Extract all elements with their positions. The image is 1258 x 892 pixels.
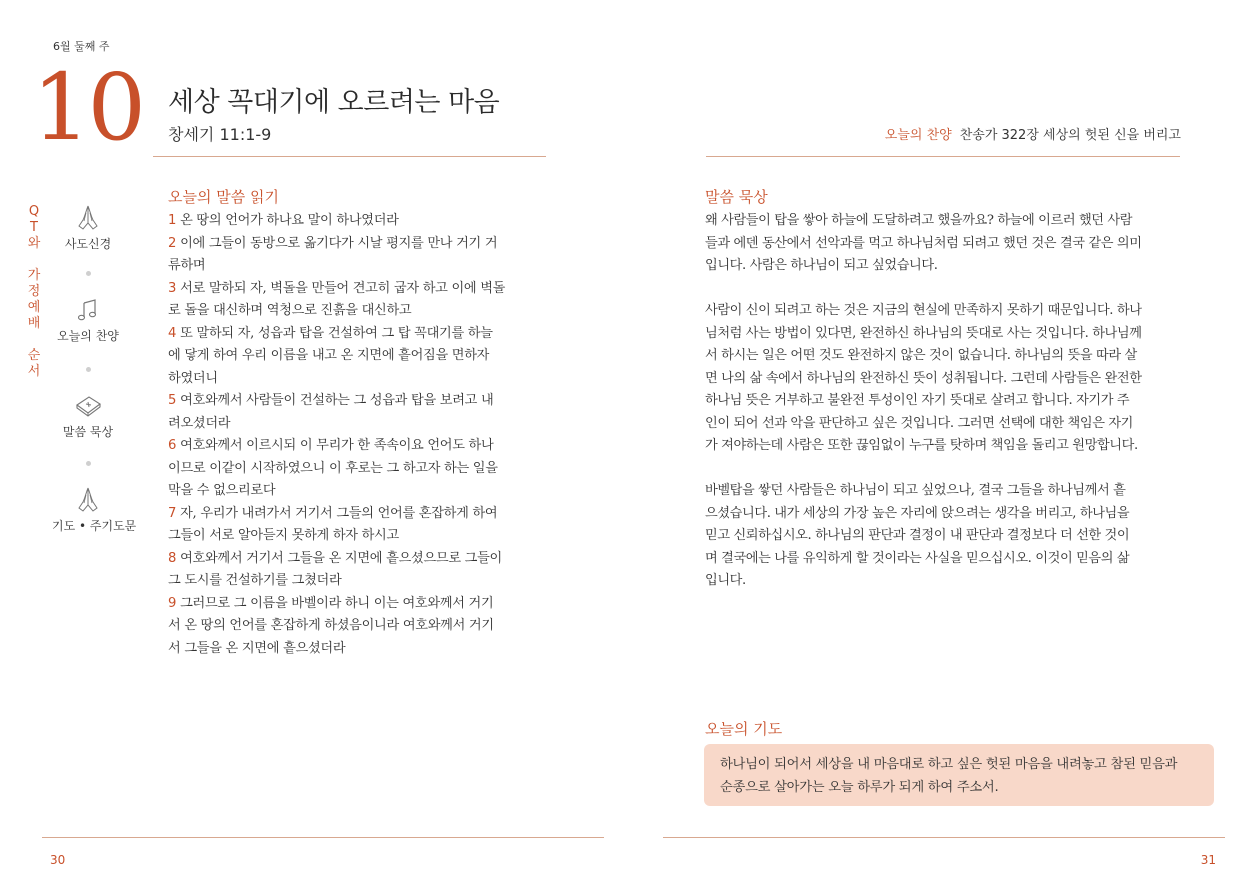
verse-line: 서로 말하되 자, 벽돌을 만들어 견고히 굽자 하고 이에 벽돌 <box>180 280 506 296</box>
verse-line: 그 도시를 건설하기를 그쳤더라 <box>168 573 342 588</box>
vertical-char: T <box>30 220 38 235</box>
verse-line: 로 돌을 대신하며 역청으로 진흙을 대신하고 <box>168 303 412 318</box>
meditation-line: 입니다. <box>705 573 746 588</box>
meditation-line: 바벨탑을 쌓던 사람들은 하나님이 되고 싶었으나, 결국 그들을 하나님께서 흩 <box>705 483 1126 498</box>
meditation-line: 인이 되어 선과 악을 판단하고 싶은 것입니다. 그러면 선택에 대한 책임은 자기 <box>705 415 1134 431</box>
header-divider-right <box>706 156 1180 157</box>
hymn-text: 찬송가 322장 세상의 헛된 신을 버리고 <box>959 128 1181 143</box>
scripture-reference: 창세기 11:1-9 <box>168 125 272 144</box>
prayer-line: 하나님이 되어서 세상을 내 마음대로 하고 싶은 헛된 마음을 내려놓고 참된 믿음과 <box>720 757 1178 772</box>
order-item-creed <box>52 203 124 252</box>
verse-line: 여호와께서 거기서 그들을 온 지면에 흩으셨으므로 그들이 <box>180 550 502 566</box>
vertical-section-title <box>27 204 41 380</box>
verse <box>168 548 548 593</box>
order-item-hymn <box>52 295 124 344</box>
meditation-line: 입니다. 사람은 하나님이 되고 싶었습니다. <box>705 258 938 273</box>
verse-line: 그들이 서로 알아듣지 못하게 하자 하시고 <box>168 528 399 543</box>
music-note-icon <box>73 295 103 325</box>
meditation-line: 며 결국에는 나를 유익하게 할 것이라는 사실을 믿으십시오. 이것이 믿음의 삶 <box>705 550 1130 566</box>
verse-number: 5 <box>168 393 177 408</box>
verse-line: 그러므로 그 이름을 바벨이라 하니 이는 여호와께서 거기 <box>180 595 494 611</box>
order-label: 오늘의 찬양 <box>57 329 119 343</box>
page-title: 세상 꼭대기에 오르려는 마음 <box>168 87 500 118</box>
verse <box>168 278 548 323</box>
meditation-line: 들과 에덴 동산에서 선악과를 먹고 하나님처럼 되려고 했던 것은 결국 같은 의미 <box>705 235 1142 251</box>
vertical-char: 와 <box>27 236 41 251</box>
vertical-char: 서 <box>27 364 41 379</box>
meditation-line: 사람이 신이 되려고 하는 것은 지금의 현실에 만족하지 못하기 때문입니다. 하나 <box>705 303 1142 318</box>
meditation-line: 하나님 뜻은 거부하고 불완전 투성이인 자기 뜻대로 살려고 합니다. 자기가 주 <box>705 393 1130 408</box>
praying-hands-icon <box>73 203 103 233</box>
vertical-char: Q <box>28 204 40 219</box>
vertical-char <box>27 252 41 268</box>
scripture-heading: 오늘의 말씀 읽기 <box>168 188 279 206</box>
page-number-right: 31 <box>1200 853 1216 867</box>
vertical-char: 정 <box>27 284 41 299</box>
verse-line: 이에 그들이 동방으로 옮기다가 시날 평지를 만나 거기 거 <box>180 235 498 251</box>
order-separator-dot <box>86 271 91 276</box>
verse-line: 려오셨더라 <box>168 415 231 431</box>
verse <box>168 210 548 233</box>
meditation-line: 으셨습니다. 내가 세상의 가장 높은 자리에 앉으려는 생각을 버리고, 하나님을 <box>705 505 1130 521</box>
praying-hands-icon <box>73 485 103 515</box>
verse <box>168 323 548 391</box>
meditation-heading: 말씀 묵상 <box>705 188 768 206</box>
week-label: 6월 둘째 주 <box>53 40 110 53</box>
order-label: 기도 • 주기도문 <box>52 519 137 533</box>
verse-number: 8 <box>168 550 177 566</box>
verse-number: 3 <box>168 280 177 296</box>
hymn-label: 오늘의 찬양 <box>884 128 952 143</box>
verse-number: 7 <box>168 505 177 521</box>
bible-icon <box>73 391 103 421</box>
vertical-char: 배 <box>27 316 41 331</box>
meditation-line: 서 하시는 일은 어떤 것도 완전하지 않은 것이 없습니다. 하나님의 뜻을 따라 살 <box>705 348 1137 363</box>
verse-line: 여호와께서 사람들이 건설하는 그 성읍과 탑을 보려고 내 <box>180 393 494 408</box>
vertical-char: 가 <box>27 268 41 283</box>
footer-divider-right <box>663 837 1225 838</box>
meditation-line: 가 져야하는데 사람은 또한 끊임없이 누구를 탓하며 책임을 돌리고 원망합니다. <box>705 438 1138 453</box>
verse-number: 1 <box>168 213 177 228</box>
verse <box>168 233 548 278</box>
verse-number: 2 <box>168 235 177 251</box>
prayer-heading: 오늘의 기도 <box>705 720 783 738</box>
day-number: 10 <box>32 54 144 161</box>
verse-number: 9 <box>168 595 177 611</box>
verse-line: 온 땅의 언어가 하나요 말이 하나였더라 <box>180 213 399 228</box>
header-divider-left <box>153 156 546 157</box>
vertical-char <box>27 332 41 348</box>
meditation-text <box>705 210 1199 615</box>
verse-line: 하였더니 <box>168 370 218 386</box>
meditation-line: 님처럼 사는 방법이 있다면, 완전하신 하나님의 뜻대로 사는 것입니다. 하나님께 <box>705 325 1142 341</box>
verse-line: 자, 우리가 내려가서 거기서 그들의 언어를 혼잡하게 하여 <box>180 505 498 521</box>
order-separator-dot <box>86 367 91 372</box>
meditation-paragraph <box>705 300 1199 458</box>
verse <box>168 503 548 548</box>
order-separator-dot <box>86 461 91 466</box>
verse-line: 또 말하되 자, 성읍과 탑을 건설하여 그 탑 꼭대기를 하늘 <box>180 325 493 341</box>
vertical-char: 예 <box>27 300 41 315</box>
meditation-paragraph <box>705 210 1199 278</box>
page-number-left: 30 <box>50 853 66 867</box>
verse <box>168 390 548 435</box>
footer-divider-left <box>42 837 604 838</box>
prayer-box <box>704 744 1214 806</box>
verse-number: 6 <box>168 438 177 453</box>
verse-line: 막을 수 없으리로다 <box>168 483 276 498</box>
order-item-prayer <box>52 485 137 534</box>
prayer-line: 순종으로 살아가는 오늘 하루가 되게 하여 주소서. <box>720 780 999 795</box>
verse-line: 서 그들을 온 지면에 흩으셨더라 <box>168 640 346 656</box>
verse-line: 이므로 이같이 시작하였으니 이 후로는 그 하고자 하는 일을 <box>168 460 498 476</box>
order-item-meditation <box>52 391 124 440</box>
verse <box>168 435 548 503</box>
meditation-line: 믿고 신뢰하십시오. 하나님의 판단과 결정이 내 판단과 결정보다 더 선한 것이 <box>705 528 1130 543</box>
order-label: 말씀 묵상 <box>62 425 114 439</box>
scripture-text <box>168 210 548 660</box>
verse-line: 여호와께서 이르시되 이 무리가 한 족속이요 언어도 하나 <box>180 438 494 453</box>
verse <box>168 593 548 661</box>
meditation-line: 왜 사람들이 탑을 쌓아 하늘에 도달하려고 했을까요? 하늘에 이르러 했던 사람 <box>705 213 1133 228</box>
verse-line: 서 온 땅의 언어를 혼잡하게 하셨음이니라 여호와께서 거기 <box>168 618 494 633</box>
verse-line: 에 닿게 하여 우리 이름을 내고 온 지면에 흩어짐을 면하자 <box>168 348 490 363</box>
vertical-char: 순 <box>27 348 41 363</box>
hymn-line <box>706 124 1181 143</box>
meditation-paragraph <box>705 480 1199 593</box>
verse-number: 4 <box>168 325 177 341</box>
verse-line: 류하며 <box>168 258 206 273</box>
order-label: 사도신경 <box>64 237 112 251</box>
meditation-line: 면 나의 삶 속에서 하나님의 완전하신 뜻이 성취됩니다. 그런데 사람들은 완전한 <box>705 370 1142 386</box>
